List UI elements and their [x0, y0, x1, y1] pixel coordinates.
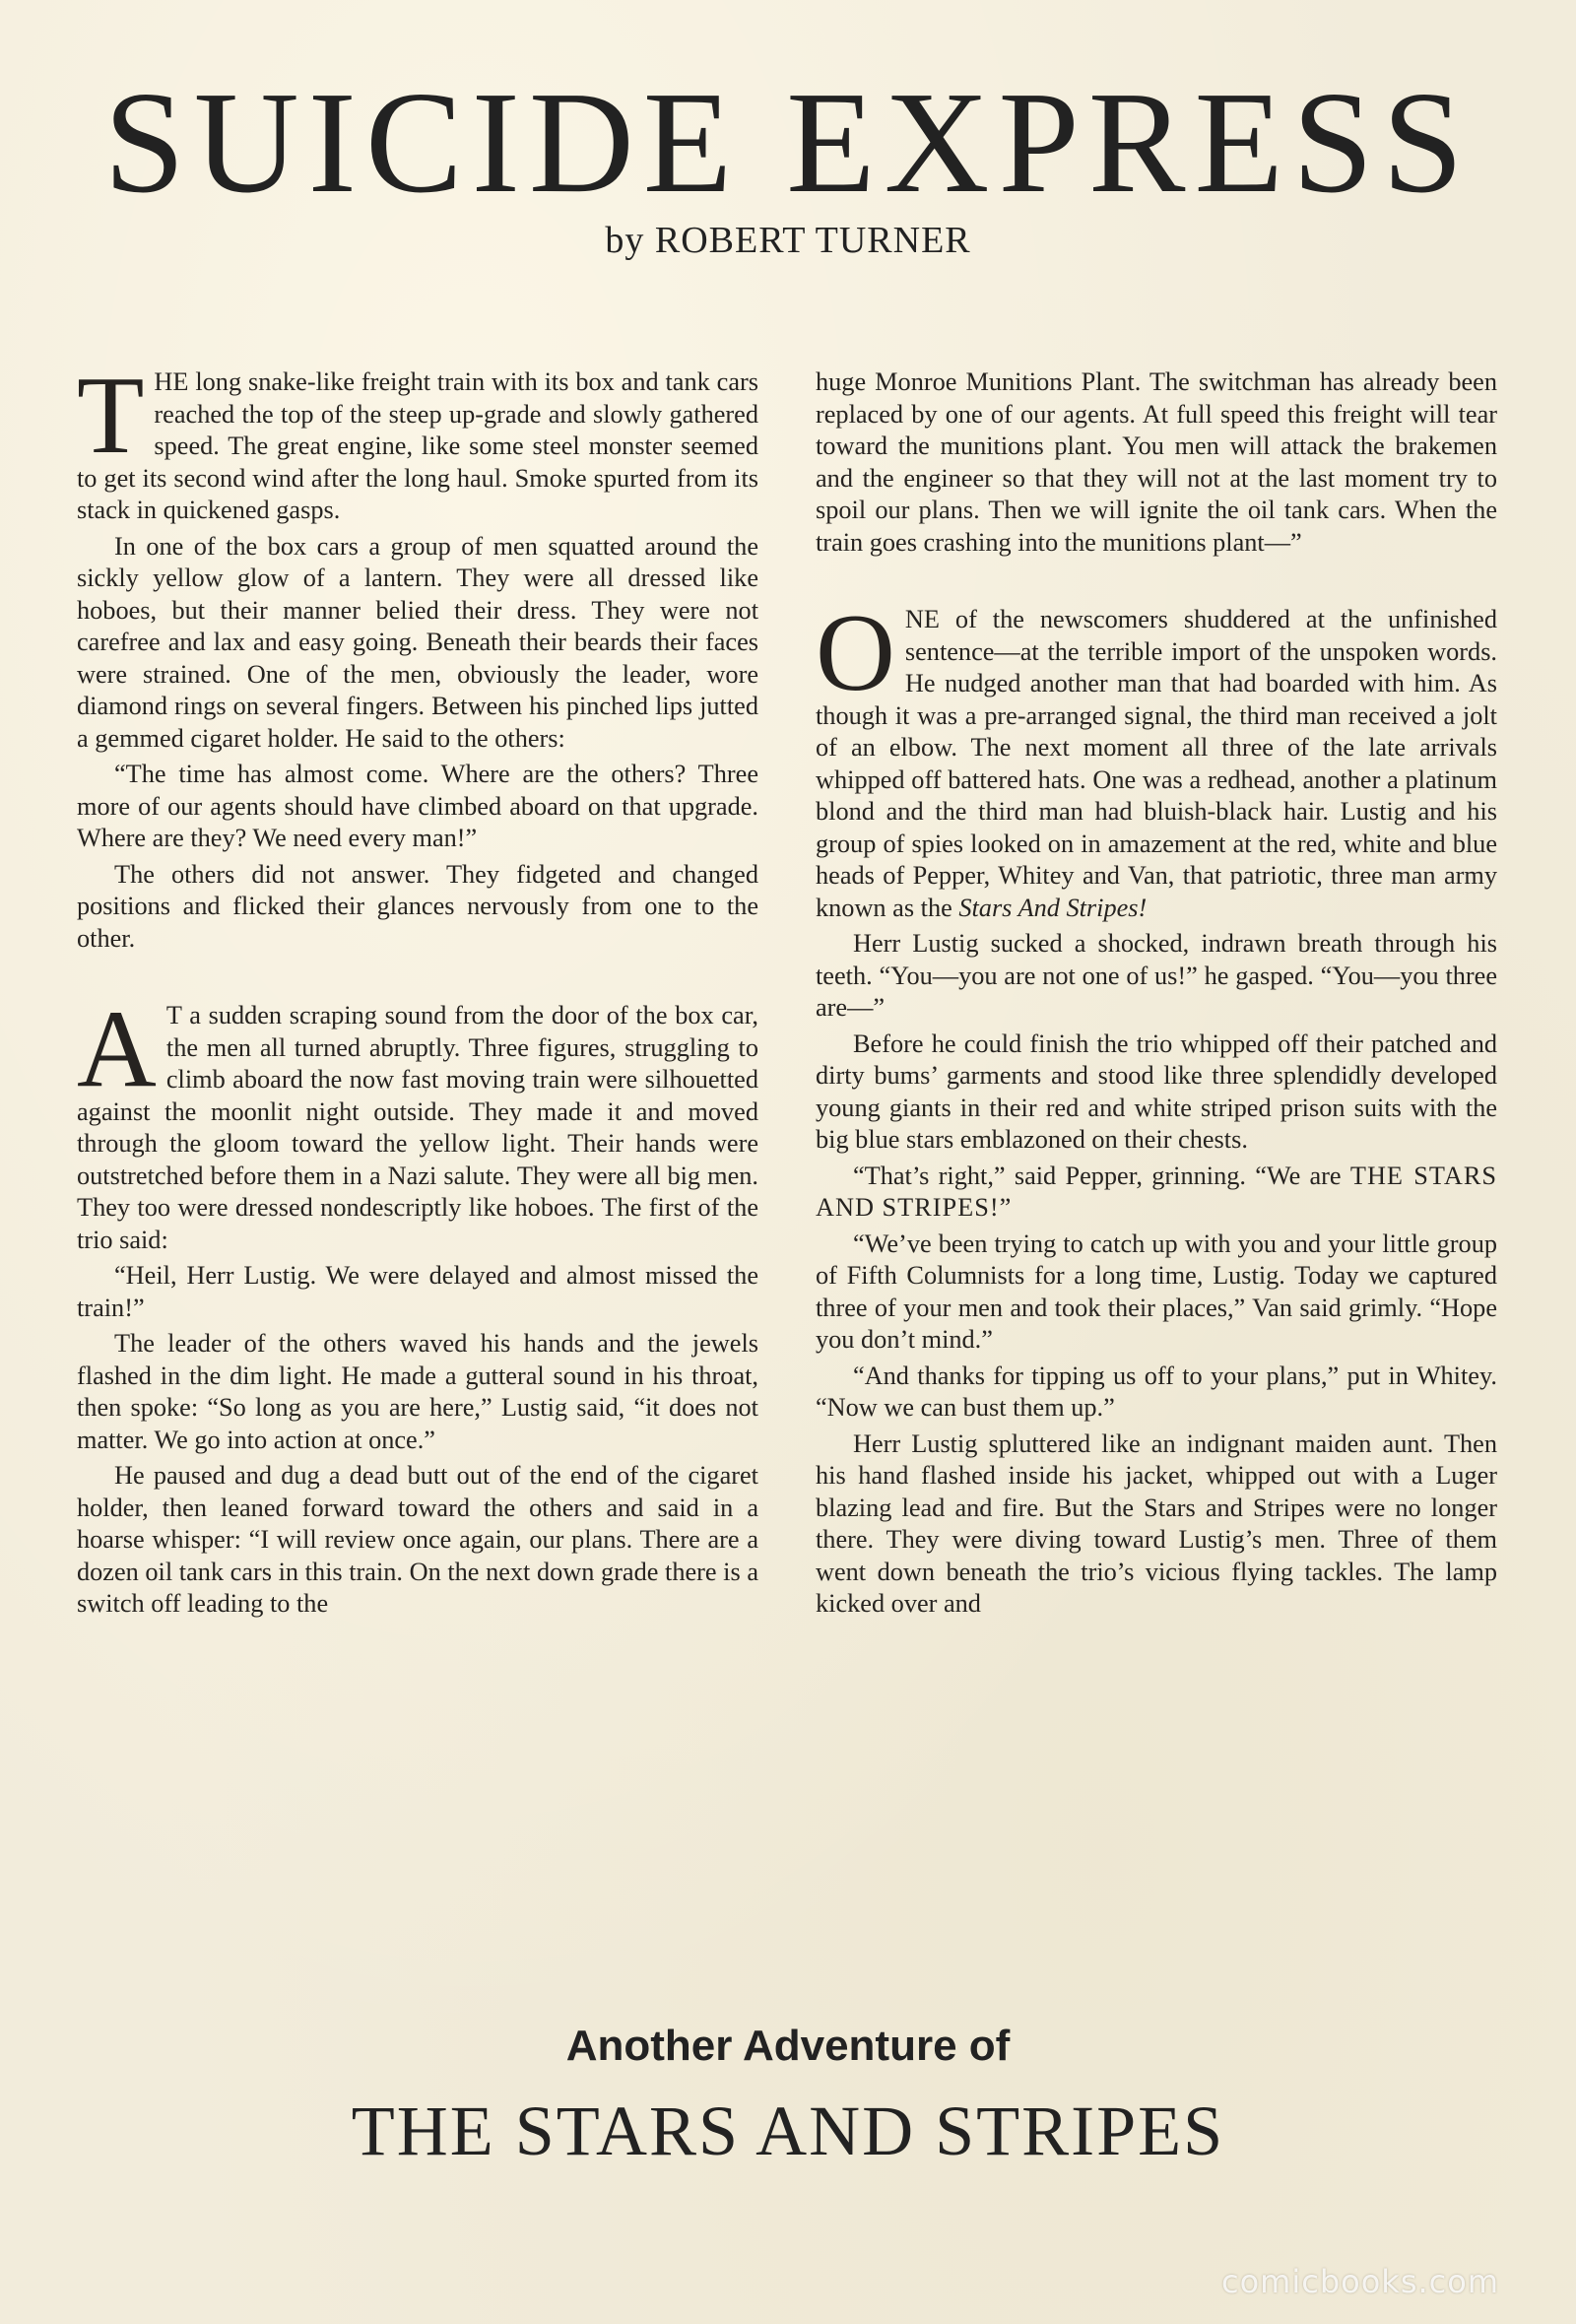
paragraph-text: “That’s right,” said Pepper, grinning. “We are [853, 1161, 1342, 1190]
paragraph: The others did not answer. They fidgeted and changed positions and flicked their glances nervously from one to the other. [77, 859, 758, 953]
footer-series-title: THE STARS AND STRIPES [351, 2092, 1225, 2170]
paragraph: The leader of the others waved his hands and the jewels flashed in the dim light. He made a gutteral sound in his throat, then spoke: “So long as you are here,” Lustig said, “it does not matter. We go into action at once.” [77, 1329, 758, 1454]
paragraph: Before he could finish the trio whipped off their patched and dirty bums’ garments and stood like three splendidly developed young giants in their red and white striped prison suits with the big blue stars emblazoned on their chests. [816, 1029, 1497, 1154]
byline: by ROBERT TURNER [605, 220, 971, 261]
paragraph: huge Monroe Munitions Plant. The switchman has already been replaced by one of our agents. At full speed this freight will tear toward the munitions plant. You men will attack the brakemen and the engineer so that they will not at the last moment try to spoil our plans. Then we will ignite the oil tank cars. When the train goes crashing into the munitions plant—” [816, 367, 1497, 557]
paragraph-text: NE of the newscomers shuddered at the unfinished sentence—at the terrible import of the unspoken words. He nudged another man that had boarded with him. As though it was a pre-arranged signal, the third man received a jolt of an elbow. The next moment all three of the late arrivals whipped off battered hats. One was a redhead, another a platinum blond and the third man had bluish-black hair. Lustig and his group of spies looked on in amazement at the red, white and blue heads of Pepper, Whitey and Van, that patriotic, three man army known as the [816, 605, 1497, 922]
paragraph [816, 592, 1497, 924]
paragraph [77, 988, 758, 1256]
paragraph-text: T a sudden scraping sound from the door of the box car, the men all turned abruptly. Three figures, struggling to climb aboard the now fast moving train were silhouetted against the moonlit night outside. They made it and moved through the gloom toward the yellow light. Their hands were outstretched before them in a Nazi salute. They were all big men. They too were dressed nondescriptly like hoboes. The first of the trio said: [77, 1001, 758, 1254]
paragraph: “Heil, Herr Lustig. We were delayed and almost missed the train!” [77, 1261, 758, 1322]
text-column-left [77, 366, 758, 1967]
paragraph: “And thanks for tipping us off to your plans,” put in Whitey. “Now we can bust them up.” [816, 1361, 1497, 1422]
footer-tagline: Another Adventure of [565, 2022, 1011, 2070]
drop-cap: A [77, 988, 157, 1110]
text-column-right [816, 366, 1497, 1967]
paragraph [77, 366, 758, 527]
paragraph: He paused and dug a dead butt out of the end of the cigaret holder, then leaned forward toward the others and said in a hoarse whisper: “I will review once again, our plans. There are a dozen oil tank cars in this train. On the next down grade there is a switch off leading to the [77, 1461, 758, 1618]
paragraph-text: HE long snake-like freight train with its box and tank cars reached the top of the steep up-grade and slowly gathered speed. The great engine, like some steel monster seemed to get its second wind after the long haul. Smoke spurted from its stack in quickened gasps. [77, 367, 758, 524]
paragraph: “The time has almost come. Where are the others? Three more of our agents should have climbed aboard on that upgrade. Where are they? We need every man!” [77, 760, 758, 852]
drop-cap: T [77, 366, 145, 477]
paragraph: In one of the box cars a group of men squatted around the sickly yellow glow of a lantern. They were all dressed like hoboes, but their manner belied their dress. They were not carefree and lax and easy going. Beneath their beards their faces were strained. One of the men, obviously the leader, wore diamond rings on several fingers. Between his pinched lips jutted a gemmed cigaret holder. He said to the others: [77, 531, 758, 753]
paragraph: “We’ve been trying to catch up with you and your little group of Fifth Columnists for a long time, Lustig. Today we captured three of your men and took their places,” Van said grimly. “Hope you don’t mind.” [816, 1228, 1497, 1354]
watermark: comicbooks.com [1220, 2263, 1499, 2300]
paragraph: Herr Lustig sucked a shocked, indrawn breath through his teeth. “You—you are not one of us!” he gasped. “You—you three are—” [816, 929, 1497, 1022]
caps-text: THE STARS AND STRIPES!” [816, 1161, 1497, 1222]
paragraph: Herr Lustig spluttered like an indignant maiden aunt. Then his hand flashed inside his jacket, whipped out with a Luger blazing lead and fire. But the Stars and Stripes were no longer there. They were diving toward Lustig’s men. Three of them went down beneath the trio’s vicious flying tackles. The lamp kicked over and [816, 1428, 1497, 1618]
story-title: SUICIDE EXPRESS [103, 62, 1473, 224]
italic-text: Stars And Stripes! [958, 893, 1148, 922]
paragraph [816, 1161, 1497, 1225]
drop-cap: O [816, 592, 895, 714]
